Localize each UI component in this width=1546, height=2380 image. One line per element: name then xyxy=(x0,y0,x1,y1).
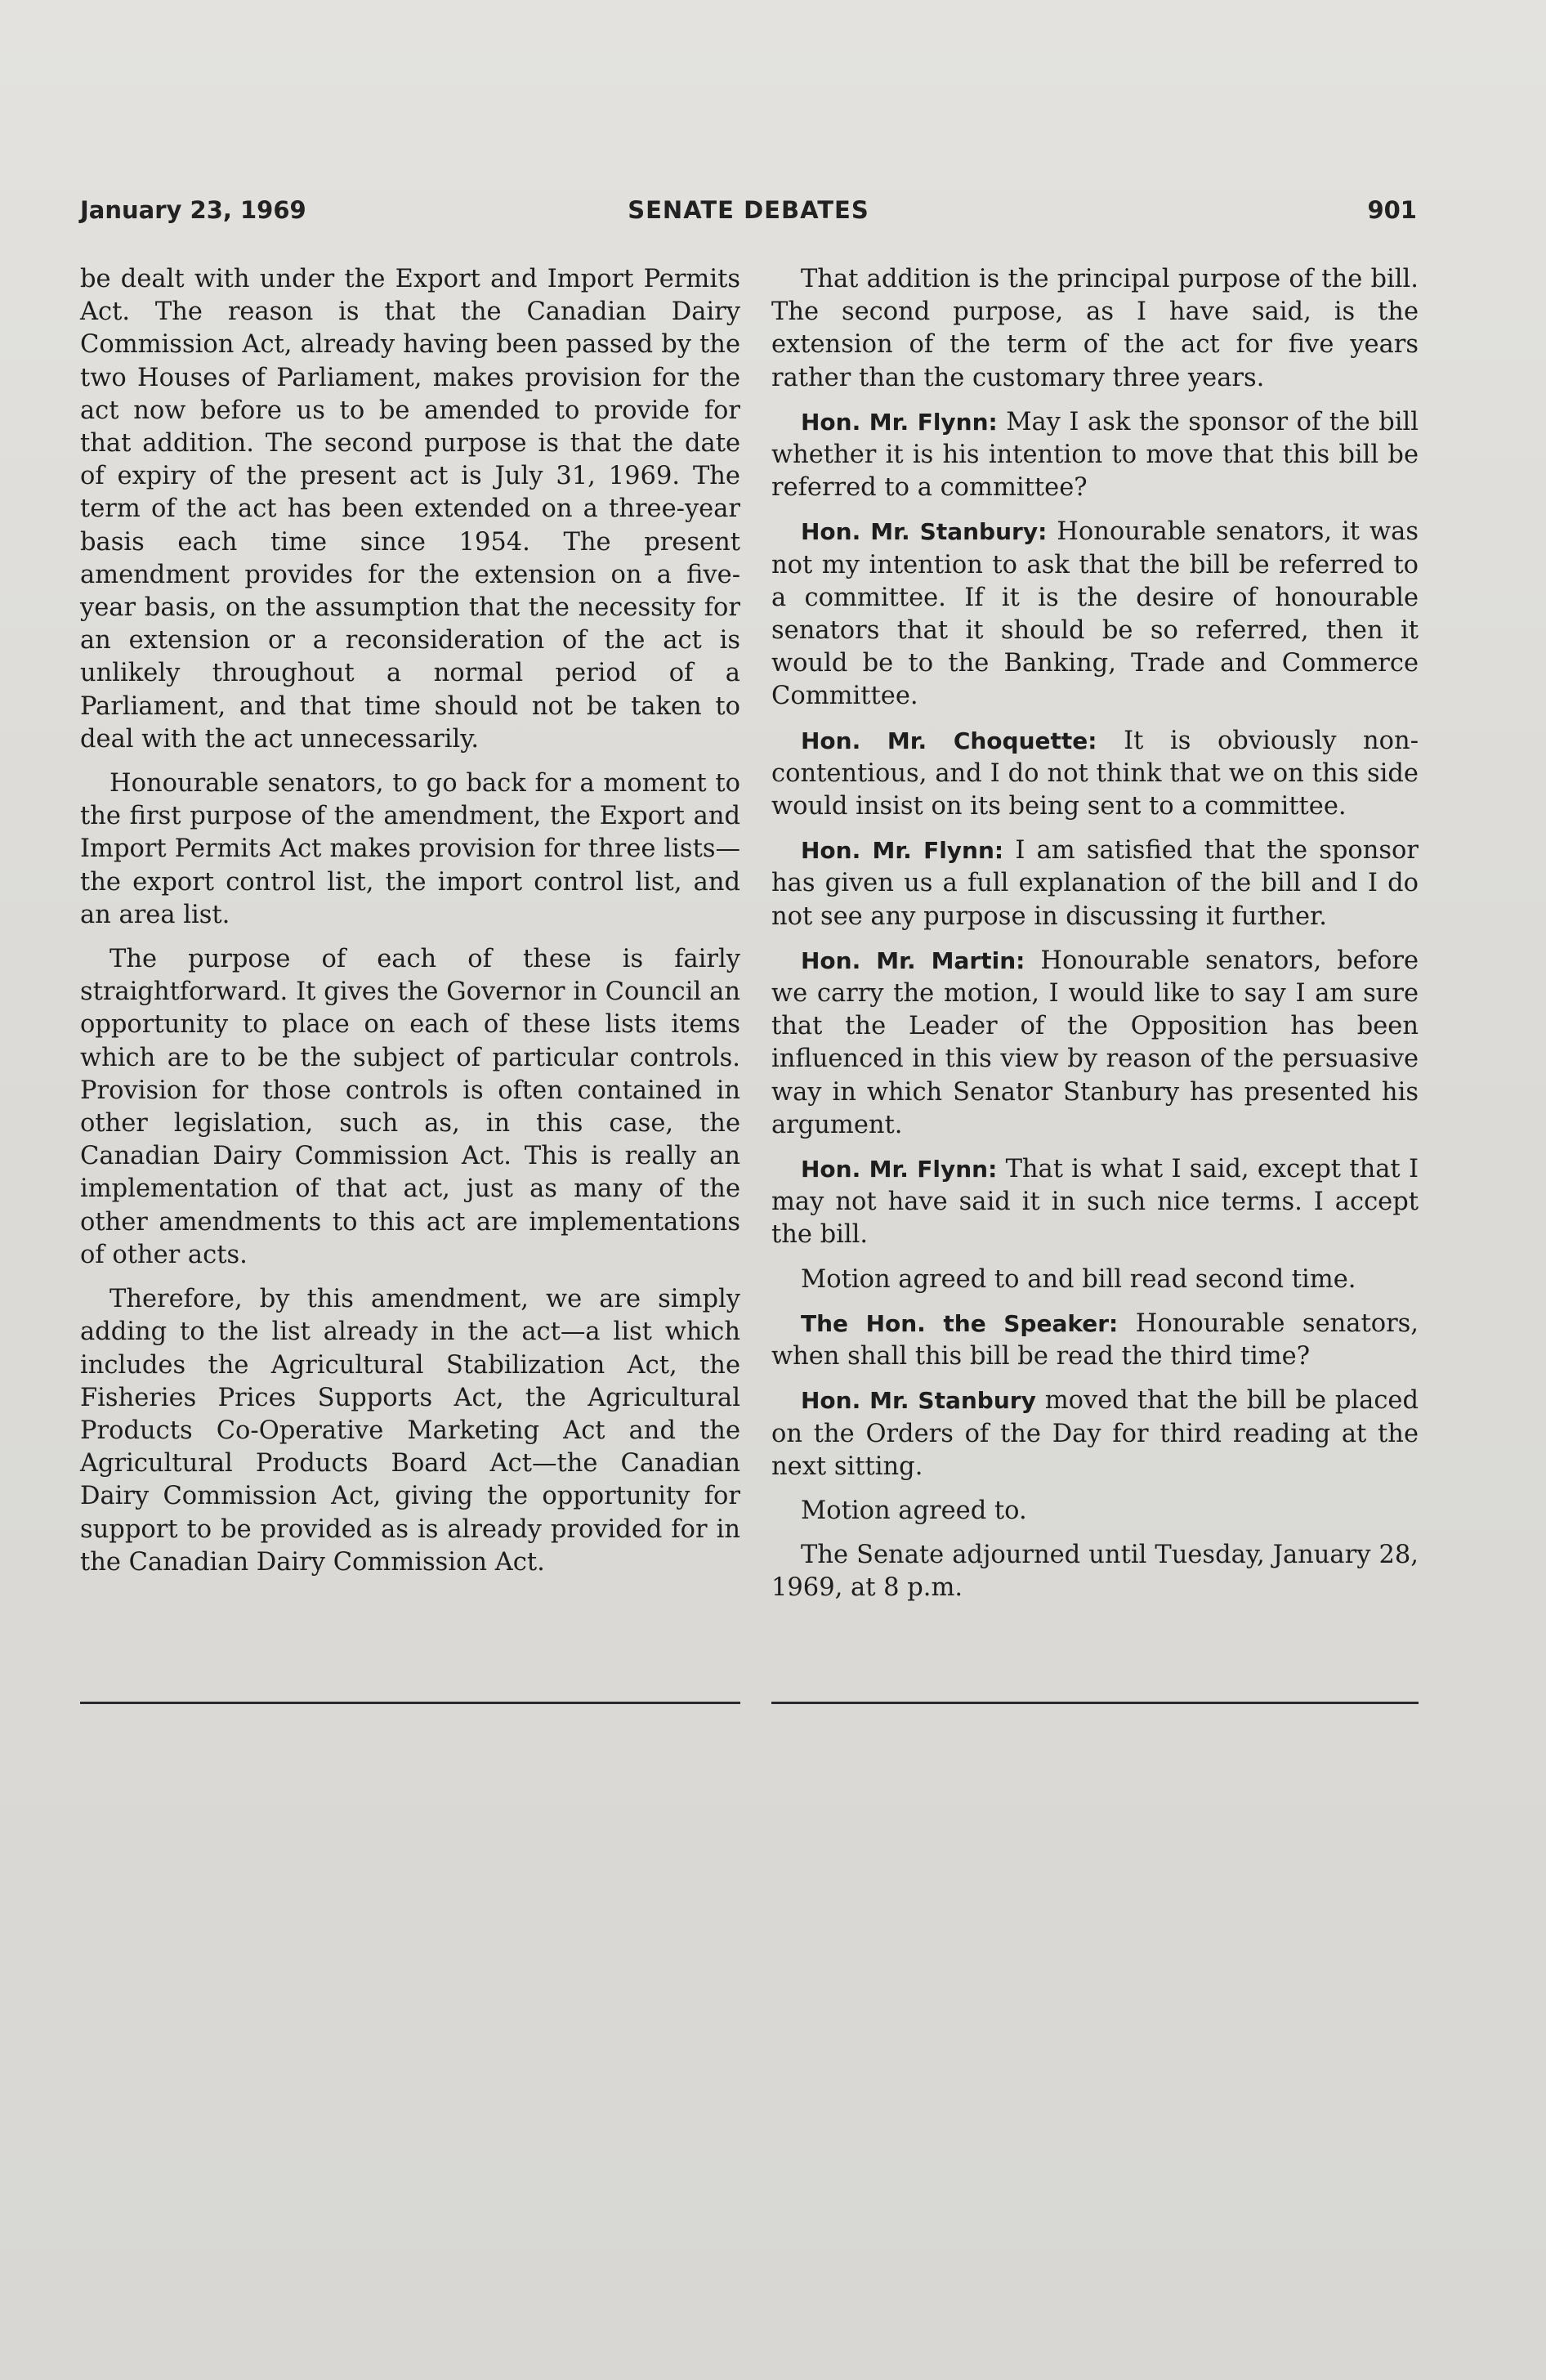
page-header xyxy=(80,196,1417,229)
paragraph: The Senate adjourned until Tuesday, January 28, 1969, at 8 p.m. xyxy=(771,1541,1419,1603)
speaker-name: The Hon. the Speaker: xyxy=(801,1309,1119,1337)
speaker-name: Hon. Mr. Choquette: xyxy=(801,727,1097,754)
paragraph: That addition is the principal purpose of the bill. The second purpose, as I have said, is the extension of the term of the act for five years rather than the customary three years. xyxy=(771,265,1419,392)
speech xyxy=(771,725,1419,824)
paragraph: Motion agreed to and bill read second time. xyxy=(801,1264,1356,1294)
speech-text: Honourable senators, when shall this bill be read the third time? xyxy=(771,1309,1419,1371)
column-end-rule xyxy=(771,1702,1419,1704)
speech-text: May I ask the sponsor of the bill whether it is his intention to move that this bill be referred to a committee? xyxy=(771,407,1419,503)
right-column xyxy=(771,263,1419,1617)
speech-text: Honourable senators, it was not my intention to ask that the bill be referred to a committee. If it is the desire of honourable senators that it should be so referred, then it would be to the Banking, Trade and Commerce Committee. xyxy=(771,517,1419,711)
header-date: January 23, 1969 xyxy=(80,196,306,224)
speech xyxy=(771,1308,1419,1373)
speaker-name: Hon. Mr. Stanbury: xyxy=(801,518,1048,546)
speech xyxy=(771,1385,1419,1483)
speech-text: I am satisfied that the sponsor has given us a full explanation of the bill and I do not see any purpose in discussing it further. xyxy=(771,836,1419,931)
speech xyxy=(771,834,1419,933)
speech-text: That is what I said, except that I may not have said it in such nice terms. I accept the bill. xyxy=(771,1155,1419,1250)
speaker-name: Hon. Mr. Stanbury xyxy=(801,1387,1036,1415)
speech-text: moved that the bill be placed on the Orders of the Day for third reading at the next sitting. xyxy=(771,1386,1419,1481)
speech-text: It is obviously noncontentious, and I do not think that we on this side would insist on its being sent to a committee. xyxy=(771,726,1419,821)
paragraph: be dealt with under the Export and Import Permits Act. The reason is that the Canadian Dairy Commission Act, already having been passed by the two Houses of Parliament, makes provision for the act now before us to be amended to provide for that addition. The second purpose is that the date of expiry of the present act is July 31, 1969. The term of the act has been extended on a three-year basis each time since 1954. The present amendment provides for the extension on a five-year basis, on the assumption that the necessity for an extension or a reconsideration of the act is unlikely throughout a normal period of a Parliament, and that time should not be taken to deal with the act unnecessarily. xyxy=(80,265,740,754)
speech-text: Honourable senators, before we carry the motion, I would like to say I am sure that the Leader of the Opposition has been influenced in this view by reason of the persuasive way in which Senator Stanbury has presented his argument. xyxy=(771,946,1419,1139)
speech xyxy=(771,945,1419,1142)
left-column xyxy=(80,263,740,1590)
paragraph: Honourable senators, to go back for a moment to the first purpose of the amendment, the Export and Import Permits Act makes provision for three lists—the export control list, the import control list, and an area list. xyxy=(80,769,740,929)
speaker-name: Hon. Mr. Flynn: xyxy=(801,837,1004,865)
speech xyxy=(771,1153,1419,1252)
header-page-number: 901 xyxy=(1367,196,1417,224)
paragraph: The purpose of each of these is fairly straightforward. It gives the Governor in Council an opportunity to place on each of these lists items which are to be the subject of particular controls. Provision for those controls is often contained in other legislation, such as, in this case, the Canadian Dairy Commission Act. This is really an implementation of that act, just as many of the other amendments to this act are implementations of other acts. xyxy=(80,945,740,1269)
header-title: SENATE DEBATES xyxy=(628,196,869,224)
speaker-name: Hon. Mr. Flynn: xyxy=(801,408,998,436)
speaker-name: Hon. Mr. Martin: xyxy=(801,946,1025,974)
column-end-rule xyxy=(80,1702,740,1704)
speaker-name: Hon. Mr. Flynn: xyxy=(801,1156,998,1183)
paragraph: Motion agreed to. xyxy=(801,1496,1027,1525)
speech xyxy=(771,516,1419,713)
paragraph: Therefore, by this amendment, we are simply adding to the list already in the act—a list which includes the Agricultural Stabilization Act, the Fisheries Prices Supports Act, the Agricultural Products Co-Operative Marketing Act and the Agricultural Products Board Act—the Canadian Dairy Commission Act, giving the opportunity for support to be provided as is already provided for in the Canadian Dairy Commission Act. xyxy=(80,1285,740,1577)
speech xyxy=(771,406,1419,505)
